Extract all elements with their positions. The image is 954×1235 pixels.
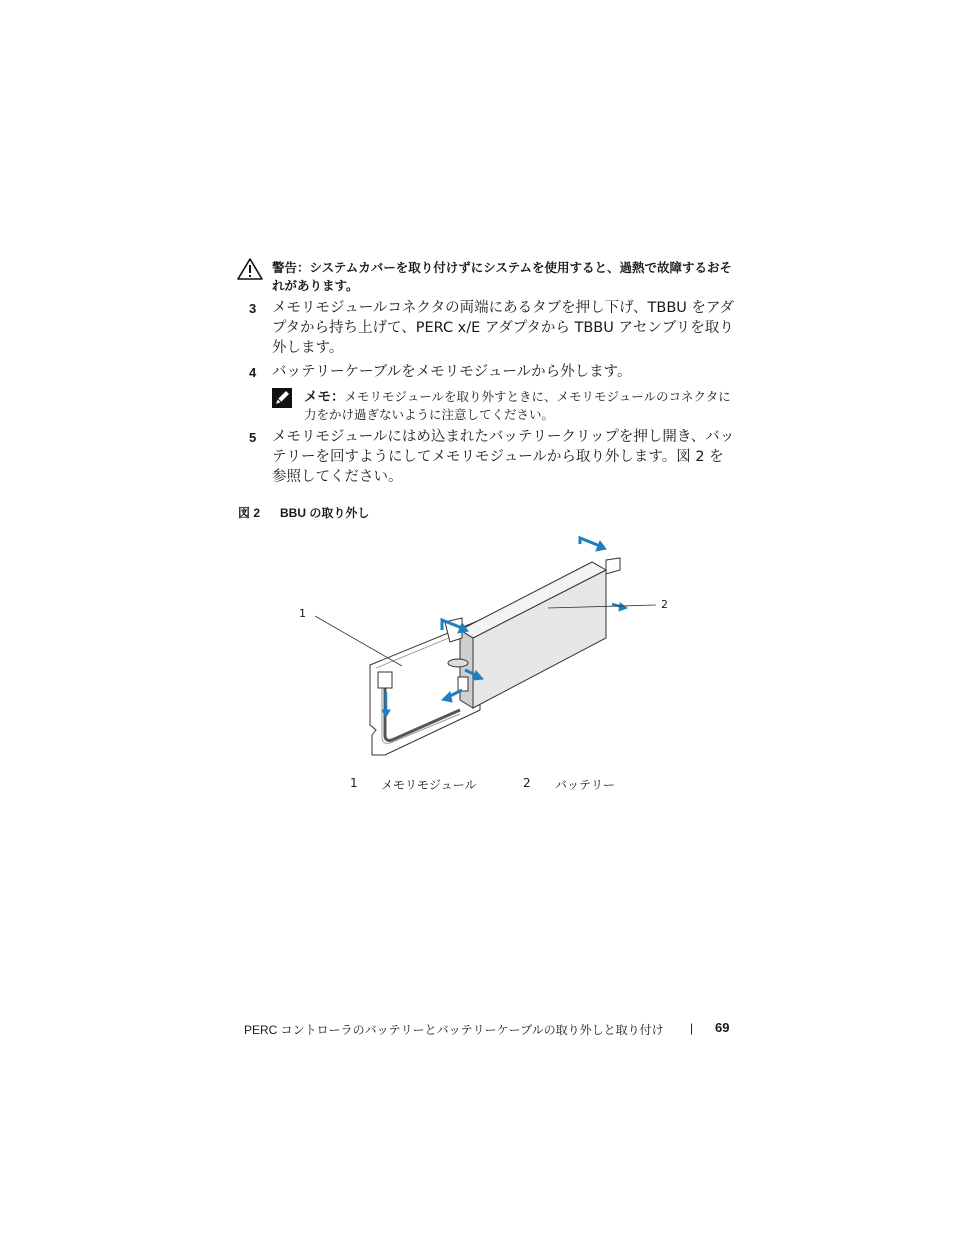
- figure-number: 図 2: [238, 506, 261, 520]
- step-number: 4: [249, 365, 257, 380]
- footer-title: PERC コントローラのバッテリーとバッテリーケーブルの取り外しと取り付け: [244, 1023, 664, 1037]
- footer-separator: |: [690, 1021, 694, 1035]
- legend-label: メモリモジュール: [381, 778, 477, 792]
- note-body: メモリモジュールを取り外すときに、メモリモジュールのコネクタに力をかけ過ぎないように注意してください。: [304, 389, 731, 422]
- note-icon: [272, 388, 292, 412]
- bbu-illustration: [290, 530, 680, 764]
- warning-icon: [237, 258, 263, 284]
- battery-side: [460, 630, 473, 708]
- legend-num: 1: [350, 776, 358, 790]
- step-text: メモリモジュールにはめ込まれたバッテリークリップを押し開き、バッテリーを回すようにしてメモリモジュールから取り外します。図 2 を参照してください。: [272, 429, 735, 485]
- callout-2: 2: [661, 598, 668, 611]
- step-text: バッテリーケーブルをメモリモジュールから外します。: [272, 364, 632, 380]
- step-text: メモリモジュールコネクタの両端にあるタブを押し下げ、TBBU をアダプタから持ち上げて、PERC x/E アダプタから TBBU アセンブリを取り外します。: [272, 300, 735, 356]
- warning-text: 警告：システムカバーを取り付けずにシステムを使用すると、過熱で故障するおそれがあります。: [272, 260, 733, 293]
- step-number: 5: [249, 430, 257, 445]
- step-number: 3: [249, 301, 257, 316]
- callout-1: 1: [299, 607, 306, 620]
- legend-label: バッテリー: [555, 778, 616, 792]
- figure-caption: [238, 504, 369, 521]
- figure-title: BBU の取り外し: [280, 506, 370, 520]
- note-text: [304, 388, 734, 424]
- legend-num: 2: [523, 776, 531, 790]
- page-number: 69: [715, 1020, 730, 1035]
- note-label: メモ：: [304, 389, 345, 405]
